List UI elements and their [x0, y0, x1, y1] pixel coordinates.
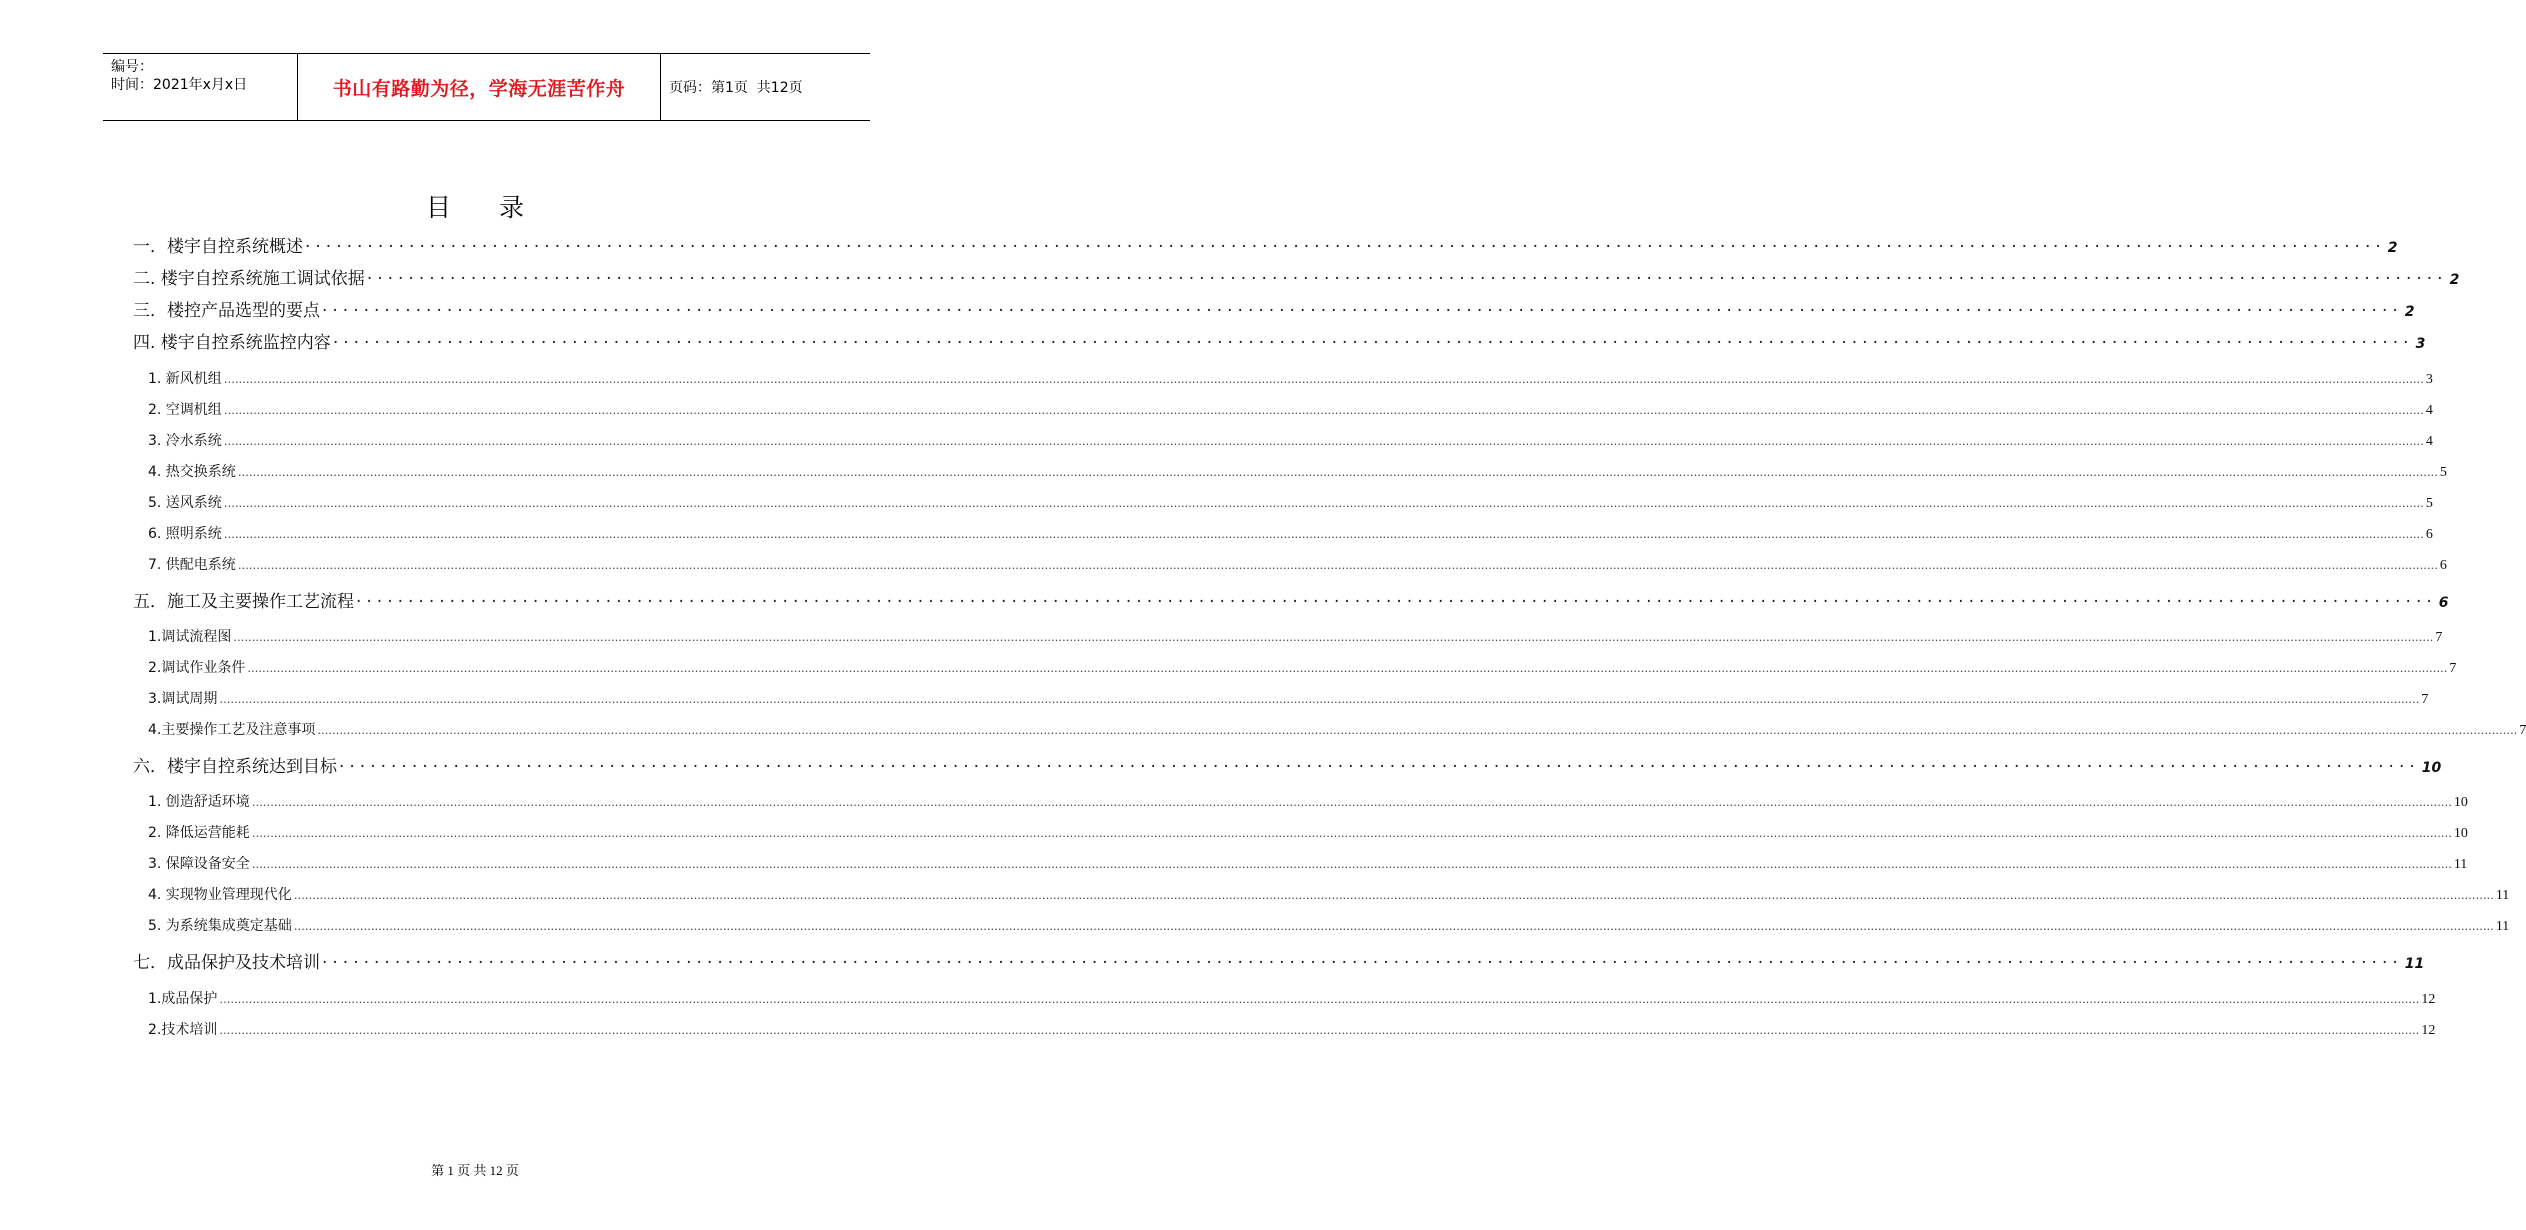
- toc-entry[interactable]: [148, 884, 2510, 904]
- toc-entry-page: 6: [2439, 558, 2447, 573]
- toc-entry[interactable]: [148, 554, 2447, 574]
- toc-entry-label: 五．施工及主要操作工艺流程: [133, 592, 354, 612]
- toc-entry-label: 2.调试作业条件: [148, 660, 246, 676]
- toc-leader-dots: ········································································································································································································: [366, 269, 2448, 289]
- toc-entry-page: 4: [2425, 403, 2433, 418]
- toc-entry-page: 11: [2495, 888, 2510, 903]
- toc-entry-page: 5: [2439, 465, 2447, 480]
- toc-leader-dots: ········································································································································································································: [322, 301, 2403, 321]
- toc-entry-page: 6: [2438, 595, 2449, 611]
- toc-leader-dots: ……………………………………………………………………………………………………………………………………………………………………………………………………………………………………………………………………………………………………………………………………………………………………………………………………………………………………………………………………………………………………………………………………………………: [293, 889, 2494, 902]
- toc-leader-dots: ……………………………………………………………………………………………………………………………………………………………………………………………………………………………………………………………………………………………………………………………………………………………………………………………………………………………………………………………………………………………………………………………………………………: [219, 993, 2420, 1006]
- toc-entry-page: 11: [2453, 857, 2468, 872]
- toc-entry[interactable]: [148, 626, 2443, 646]
- toc-entry[interactable]: [148, 822, 2468, 842]
- toc-entry[interactable]: [148, 657, 2457, 677]
- toc-leader-dots: ……………………………………………………………………………………………………………………………………………………………………………………………………………………………………………………………………………………………………………………………………………………………………………………………………………………………………………………………………………………………………………………………………………………: [237, 466, 2438, 479]
- toc-leader-dots: ……………………………………………………………………………………………………………………………………………………………………………………………………………………………………………………………………………………………………………………………………………………………………………………………………………………………………………………………………………………………………………………………………………………: [237, 559, 2438, 572]
- toc-leader-dots: ········································································································································································································: [305, 237, 2386, 257]
- toc-entry-label: 4. 热交换系统: [148, 464, 236, 480]
- toc-entry-label: 2. 降低运营能耗: [148, 825, 250, 841]
- toc-entry-label: 1. 创造舒适环境: [148, 794, 250, 810]
- toc-entry[interactable]: [148, 399, 2433, 419]
- toc-leader-dots: ……………………………………………………………………………………………………………………………………………………………………………………………………………………………………………………………………………………………………………………………………………………………………………………………………………………………………………………………………………………………………………………………………………………: [251, 827, 2452, 840]
- toc-leader-dots: ……………………………………………………………………………………………………………………………………………………………………………………………………………………………………………………………………………………………………………………………………………………………………………………………………………………………………………………………………………………………………………………………………………………: [219, 1024, 2420, 1037]
- toc-entry[interactable]: [148, 523, 2433, 543]
- toc-leader-dots: ……………………………………………………………………………………………………………………………………………………………………………………………………………………………………………………………………………………………………………………………………………………………………………………………………………………………………………………………………………………………………………………………………………………: [293, 920, 2494, 933]
- toc-entry[interactable]: [133, 264, 2460, 289]
- toc-entry-page: 10: [2453, 795, 2468, 810]
- toc-entry-page: 7: [2435, 630, 2443, 645]
- toc-entry[interactable]: [148, 988, 2436, 1008]
- toc-entry-page: 11: [2495, 919, 2510, 934]
- toc-leader-dots: ········································································································································································································: [332, 333, 2414, 353]
- toc-entry-label: 5. 送风系统: [148, 495, 222, 511]
- toc-entry-label: 1.调试流程图: [148, 629, 232, 645]
- page-footer: 第 1 页 共 12 页: [431, 1163, 519, 1178]
- toc-entry-page: 10: [2453, 826, 2468, 841]
- toc-entry-label: 2. 空调机组: [148, 402, 222, 418]
- toc-entry-page: 11: [2404, 956, 2425, 972]
- toc-entry-page: 7: [2449, 661, 2457, 676]
- toc-entry[interactable]: [133, 296, 2415, 321]
- toc-entry-label: 六．楼宇自控系统达到目标: [133, 757, 337, 777]
- toc-entry[interactable]: [148, 430, 2433, 450]
- toc-leader-dots: ……………………………………………………………………………………………………………………………………………………………………………………………………………………………………………………………………………………………………………………………………………………………………………………………………………………………………………………………………………………………………………………………………………………: [247, 662, 2448, 675]
- toc-leader-dots: ……………………………………………………………………………………………………………………………………………………………………………………………………………………………………………………………………………………………………………………………………………………………………………………………………………………………………………………………………………………………………………………………………………………: [223, 497, 2424, 510]
- toc-leader-dots: ········································································································································································································: [322, 953, 2403, 973]
- toc-leader-dots: ……………………………………………………………………………………………………………………………………………………………………………………………………………………………………………………………………………………………………………………………………………………………………………………………………………………………………………………………………………………………………………………………………………………: [251, 796, 2452, 809]
- toc-leader-dots: ……………………………………………………………………………………………………………………………………………………………………………………………………………………………………………………………………………………………………………………………………………………………………………………………………………………………………………………………………………………………………………………………………………………: [223, 528, 2424, 541]
- toc-entry-page: 2: [2387, 240, 2398, 256]
- toc-entry-label: 三．楼控产品选型的要点: [133, 301, 320, 321]
- toc-entry-label: 3.调试周期: [148, 691, 218, 707]
- toc-entry[interactable]: [148, 492, 2433, 512]
- toc-entry-page: 10: [2421, 760, 2442, 776]
- toc-entry-label: 5. 为系统集成奠定基础: [148, 918, 292, 934]
- toc-entry[interactable]: [133, 587, 2449, 612]
- toc-entry[interactable]: [133, 328, 2426, 353]
- toc-leader-dots: ……………………………………………………………………………………………………………………………………………………………………………………………………………………………………………………………………………………………………………………………………………………………………………………………………………………………………………………………………………………………………………………………………………………: [223, 435, 2424, 448]
- toc-entry-page: 12: [2421, 1023, 2436, 1038]
- toc-entry[interactable]: [148, 461, 2447, 481]
- toc-entry-label: 7. 供配电系统: [148, 557, 236, 573]
- toc-entry-page: 7: [2519, 723, 2526, 738]
- document-time-label: 时间：2021年x月x日: [111, 77, 248, 93]
- toc-entry-page: 3: [2425, 372, 2433, 387]
- toc-entry[interactable]: [133, 948, 2425, 973]
- toc-title: 目 录: [426, 193, 544, 222]
- toc-entry-page: 4: [2425, 434, 2433, 449]
- header-motto: 书山有路勤为径，学海无涯苦作舟: [332, 77, 626, 100]
- toc-entry[interactable]: [133, 232, 2398, 257]
- toc-entry[interactable]: [148, 719, 2526, 739]
- toc-entry-page: 3: [2415, 336, 2426, 352]
- toc-leader-dots: ……………………………………………………………………………………………………………………………………………………………………………………………………………………………………………………………………………………………………………………………………………………………………………………………………………………………………………………………………………………………………………………………………………………: [233, 631, 2434, 644]
- toc-entry-page: 5: [2425, 496, 2433, 511]
- toc-entry[interactable]: [148, 1019, 2436, 1039]
- toc-entry-label: 一．楼宇自控系统概述: [133, 237, 303, 257]
- toc-entry[interactable]: [133, 752, 2442, 777]
- toc-entry-label: 6. 照明系统: [148, 526, 222, 542]
- toc-entry-page: 7: [2421, 692, 2429, 707]
- toc-leader-dots: ········································································································································································································: [356, 592, 2437, 612]
- toc-leader-dots: ……………………………………………………………………………………………………………………………………………………………………………………………………………………………………………………………………………………………………………………………………………………………………………………………………………………………………………………………………………………………………………………………………………………: [251, 858, 2452, 871]
- toc-entry[interactable]: [148, 915, 2510, 935]
- toc-entry[interactable]: [148, 688, 2429, 708]
- toc-leader-dots: ……………………………………………………………………………………………………………………………………………………………………………………………………………………………………………………………………………………………………………………………………………………………………………………………………………………………………………………………………………………………………………………………………………………: [317, 724, 2518, 737]
- toc-entry[interactable]: [148, 853, 2468, 873]
- toc-entry-label: 二. 楼宇自控系统施工调试依据: [133, 269, 365, 289]
- toc-entry-label: 3. 冷水系统: [148, 433, 222, 449]
- toc-entry-page: 2: [2404, 304, 2415, 320]
- toc-leader-dots: ……………………………………………………………………………………………………………………………………………………………………………………………………………………………………………………………………………………………………………………………………………………………………………………………………………………………………………………………………………………………………………………………………………………: [223, 373, 2424, 386]
- toc-entry-label: 1. 新风机组: [148, 371, 222, 387]
- toc-entry[interactable]: [148, 791, 2468, 811]
- toc-leader-dots: ········································································································································································································: [339, 757, 2420, 777]
- toc-leader-dots: ……………………………………………………………………………………………………………………………………………………………………………………………………………………………………………………………………………………………………………………………………………………………………………………………………………………………………………………………………………………………………………………………………………………: [219, 693, 2420, 706]
- toc-entry-label: 4.主要操作工艺及注意事项: [148, 722, 316, 738]
- toc-entry[interactable]: [148, 368, 2433, 388]
- header-page-code: 页码：第1页 共12页: [669, 80, 803, 96]
- document-number-label: 编号：: [111, 59, 153, 75]
- toc-leader-dots: ……………………………………………………………………………………………………………………………………………………………………………………………………………………………………………………………………………………………………………………………………………………………………………………………………………………………………………………………………………………………………………………………………………………: [223, 404, 2424, 417]
- toc-entry-page: 2: [2449, 272, 2460, 288]
- toc-entry-label: 4. 实现物业管理现代化: [148, 887, 292, 903]
- toc-entry-page: 6: [2425, 527, 2433, 542]
- toc-entry-label: 四. 楼宇自控系统监控内容: [133, 333, 331, 353]
- toc-entry-page: 12: [2421, 992, 2436, 1007]
- toc-entry-label: 3. 保障设备安全: [148, 856, 250, 872]
- toc-entry-label: 1.成品保护: [148, 991, 218, 1007]
- toc-entry-label: 2.技术培训: [148, 1022, 218, 1038]
- toc-entry-label: 七．成品保护及技术培训: [133, 953, 320, 973]
